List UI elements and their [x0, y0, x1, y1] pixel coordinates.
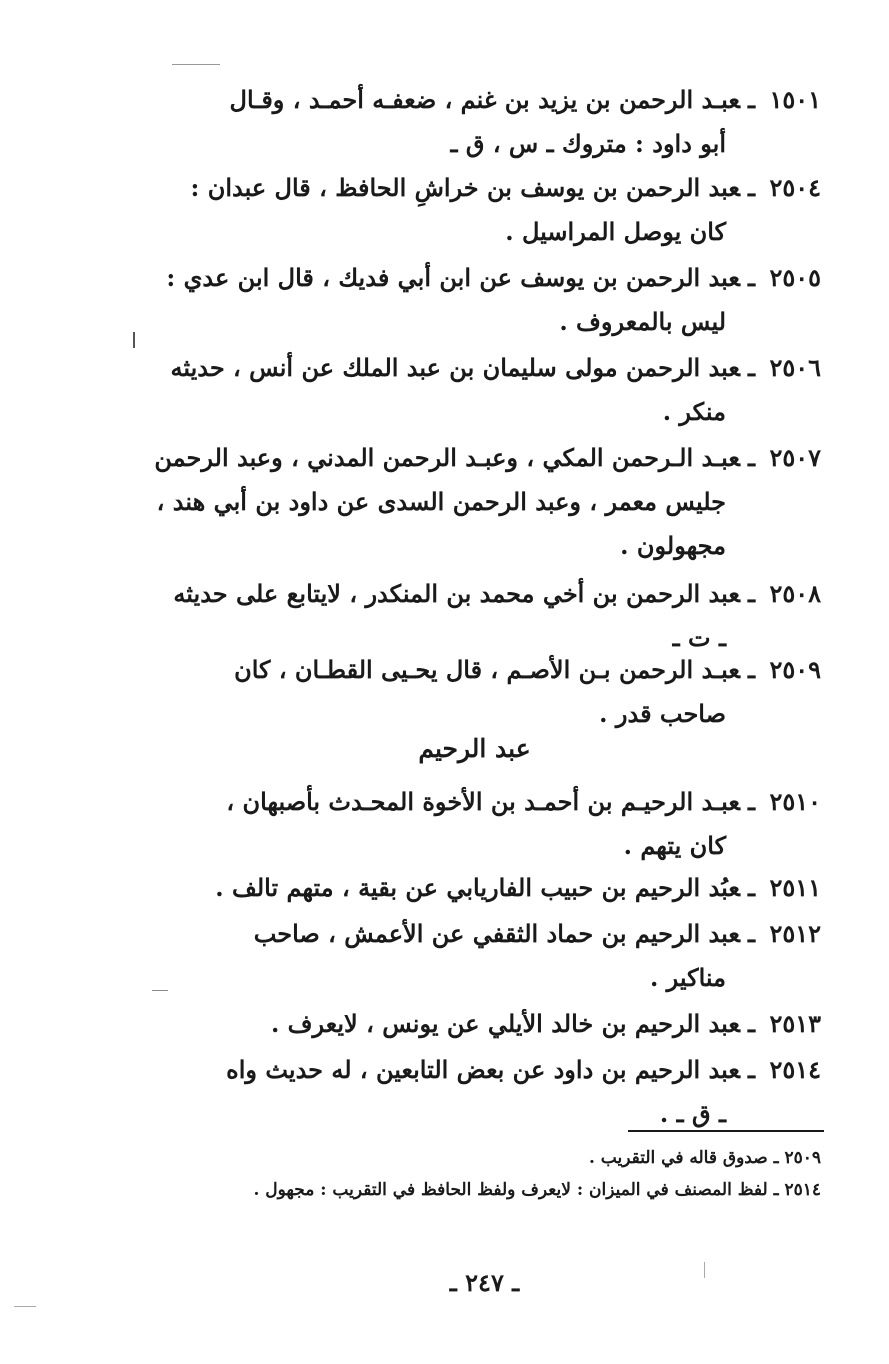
entry-2508: ٢٥٠٨ـعبد الرحمن بن أخي محمد بن المنكدر ، لايتابع على حديثه ـ ت ـ	[161, 572, 821, 660]
entry-text: عبد الرحيم بن حماد الثقفي عن الأعمش ، صاحب	[253, 919, 740, 948]
entry-text: عبد الرحيم بن خالد الأيلي عن يونس ، لايعرف .	[270, 1009, 740, 1038]
entry-continuation: منكر .	[662, 397, 726, 426]
scan-mark	[152, 990, 168, 991]
entry-number: ٢٥١٠	[769, 787, 821, 816]
entry-text: عبُد الرحيم بن حبيب الفاريابي عن بقية ، متهم تالف .	[215, 873, 740, 902]
entry-2512: ٢٥١٢ـعبد الرحيم بن حماد الثقفي عن الأعمش ، صاحب مناكير .	[161, 912, 821, 1000]
footnote-2509: ٢٥٠٩ ـ صدوق قاله في التقريب .	[588, 1148, 821, 1168]
entry-number: ٢٥١٣	[769, 1009, 821, 1038]
entry-number: ٢٥٠٩	[769, 655, 821, 684]
entry-line: ١٥٠١ـعبـد الرحمن بن يزيد بن غنم ، ضعفـه أحمـد ، وقـال	[161, 78, 821, 122]
page-number: ـ ٢٤٧ ـ	[449, 1268, 520, 1297]
entry-2505: ٢٥٠٥ـعبد الرحمن بن يوسف عن ابن أبي فديك ، قال ابن عدي : ليس بالمعروف .	[161, 256, 821, 344]
entry-continuation: كان يوصل المراسيل .	[505, 217, 726, 246]
entry-text: عبد الرحمن بن يوسف بن خراشِ الحافظ ، قال عبدان :	[190, 173, 740, 202]
entry-2513: ٢٥١٣ـعبد الرحيم بن خالد الأيلي عن يونس ، لايعرف .	[161, 1002, 821, 1046]
scan-mark	[14, 1306, 36, 1307]
footnote-divider	[628, 1130, 824, 1132]
entry-2504: ٢٥٠٤ـعبد الرحمن بن يوسف بن خراشِ الحافظ ، قال عبدان : كان يوصل المراسيل .	[161, 166, 821, 254]
entry-number: ٢٥١٤	[769, 1055, 821, 1084]
entry-text: عبـد الرحمن بـن الأصـم ، قال يحـيى القطـان ، كان	[234, 655, 740, 684]
entry-text: عبـد الرحيـم بن أحمـد بن الأخوة المحـدث بأصبهان ،	[226, 787, 740, 816]
entry-number: ١٥٠١	[769, 85, 821, 114]
entry-text: عبـد الـرحمن المكي ، وعبـد الرحمن المدني ، وعبد الرحمن	[154, 443, 740, 472]
footnote-2514: ٢٥١٤ ـ لفظ المصنف في الميزان : لايعرف ولفظ الحافظ في التقريب : مجهول .	[253, 1180, 821, 1200]
entry-2510: ٢٥١٠ـعبـد الرحيـم بن أحمـد بن الأخوة المحـدث بأصبهان ، كان يتهم .	[161, 780, 821, 868]
entry-2514: ٢٥١٤ـعبد الرحيم بن داود عن بعض التابعين ، له حديث واه ـ ق ـ .	[161, 1048, 821, 1136]
entry-continuation: ليس بالمعروف .	[559, 307, 726, 336]
entry-text: عبد الرحمن بن يوسف عن ابن أبي فديك ، قال ابن عدي :	[166, 263, 740, 292]
entry-number: ٢٥٠٦	[769, 353, 821, 382]
entry-2506: ٢٥٠٦ـعبد الرحمن مولى سليمان بن عبد الملك عن أنس ، حديثه منكر .	[161, 346, 821, 434]
entry-number: ٢٥٠٥	[769, 263, 821, 292]
entry-continuation: أبو داود : متروك ـ س ، ق ـ	[450, 129, 726, 158]
entry-number: ٢٥٠٨	[769, 579, 821, 608]
entry-2507: ٢٥٠٧ـعبـد الـرحمن المكي ، وعبـد الرحمن المدني ، وعبد الرحمن جليس معمر ، وعبد الرحمن السدى عن داود بن أبي هند ، مجهولون .	[161, 436, 821, 568]
entry-number: ٢٥١٢	[769, 919, 821, 948]
entry-number: ٢٥٠٧	[769, 443, 821, 472]
entry-continuation: كان يتهم .	[623, 831, 726, 860]
entry-2511: ٢٥١١ـعبُد الرحيم بن حبيب الفاريابي عن بقية ، متهم تالف .	[161, 866, 821, 910]
section-heading: عبد الرحيم	[418, 734, 531, 763]
entry-text: عبد الرحمن بن أخي محمد بن المنكدر ، لايتابع على حديثه	[173, 579, 740, 608]
entry-1501	[161, 78, 821, 166]
entry-continuation: جليس معمر ، وعبد الرحمن السدى عن داود بن أبي هند ،	[156, 487, 726, 516]
entry-continuation: صاحب قدر .	[599, 699, 726, 728]
entry-text: عبد الرحمن مولى سليمان بن عبد الملك عن أنس ، حديثه	[170, 353, 740, 382]
entry-continuation: مناكير .	[649, 963, 726, 992]
entry-continuation: ـ ت ـ	[672, 623, 726, 652]
scan-mark	[172, 64, 220, 65]
entry-continuation: مجهولون .	[620, 531, 726, 560]
entry-number: ٢٥١١	[769, 873, 821, 902]
scan-mark	[704, 1262, 705, 1278]
entry-2509: ٢٥٠٩ـعبـد الرحمن بـن الأصـم ، قال يحـيى القطـان ، كان صاحب قدر .	[161, 648, 821, 736]
entry-text: عبـد الرحمن بن يزيد بن غنم ، ضعفـه أحمـد ، وقـال	[229, 85, 740, 114]
entry-text: عبد الرحيم بن داود عن بعض التابعين ، له حديث واه	[226, 1055, 740, 1084]
entry-continuation: ـ ق ـ .	[659, 1099, 726, 1128]
scan-mark	[133, 332, 135, 348]
entry-number: ٢٥٠٤	[769, 173, 821, 202]
